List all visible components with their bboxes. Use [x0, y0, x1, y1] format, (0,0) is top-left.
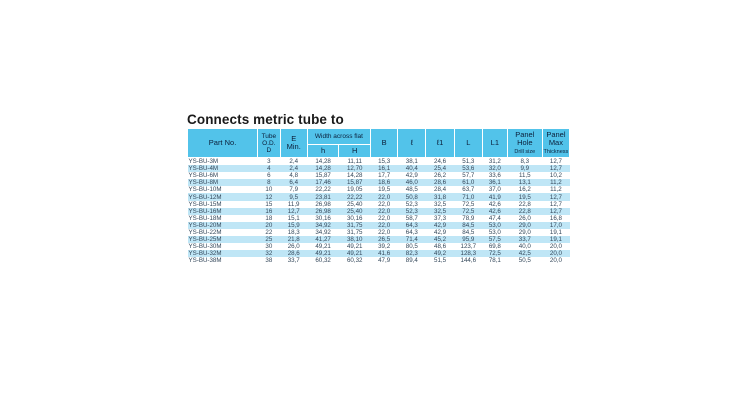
cell-l-upper: 61,0	[454, 179, 482, 186]
cell-b: 26,5	[371, 236, 398, 243]
cell-tube-od: 30	[258, 243, 281, 250]
table-row	[188, 229, 570, 236]
cell-b: 22,0	[371, 215, 398, 222]
cell-h-large: 14,28	[339, 172, 371, 179]
cell-l-upper: 72,5	[454, 201, 482, 208]
cell-part-no: YS-BU-38M	[188, 257, 258, 264]
cell-h-large: 38,10	[339, 236, 371, 243]
cell-panel-hole: 9,9	[507, 165, 542, 172]
cell-e-min: 9,5	[280, 193, 307, 200]
cell-panel-hole: 29,0	[507, 229, 542, 236]
cell-part-no: YS-BU-4M	[188, 165, 258, 172]
cell-l-upper: 71,0	[454, 193, 482, 200]
cell-tube-od: 38	[258, 257, 281, 264]
cell-tube-od: 3	[258, 158, 281, 166]
cell-tube-od: 32	[258, 250, 281, 257]
cell-l1-upper: 33,6	[482, 172, 507, 179]
cell-l1-upper: 32,0	[482, 165, 507, 172]
cell-e-min: 2,4	[280, 158, 307, 166]
table-row	[188, 250, 570, 257]
cell-l1-script: 26,2	[426, 172, 454, 179]
cell-e-min: 33,7	[280, 257, 307, 264]
cell-h-large: 12,70	[339, 165, 371, 172]
cell-l1-script: 49,2	[426, 250, 454, 257]
cell-l-script: 38,1	[398, 158, 426, 166]
cell-l1-upper: 57,5	[482, 236, 507, 243]
cell-l1-upper: 47,4	[482, 215, 507, 222]
table-row	[188, 215, 570, 222]
cell-b: 18,6	[371, 179, 398, 186]
cell-l-script: 46,0	[398, 179, 426, 186]
header-b: B	[371, 129, 398, 158]
cell-l-upper: 72,5	[454, 208, 482, 215]
cell-tube-od: 10	[258, 186, 281, 193]
header-h-large: H	[339, 145, 371, 158]
cell-e-min: 15,9	[280, 222, 307, 229]
cell-part-no: YS-BU-20M	[188, 222, 258, 229]
cell-l-upper: 51,3	[454, 158, 482, 166]
header-panel-max: Panel Max Thickness	[542, 129, 569, 158]
cell-panel-max: 12,7	[542, 208, 569, 215]
cell-part-no: YS-BU-30M	[188, 243, 258, 250]
header-l-script: ℓ	[398, 129, 426, 158]
cell-h-small: 49,21	[307, 250, 339, 257]
cell-e-min: 28,6	[280, 250, 307, 257]
cell-h-small: 26,98	[307, 201, 339, 208]
cell-panel-max: 19,1	[542, 229, 569, 236]
cell-l-upper: 128,3	[454, 250, 482, 257]
cell-panel-hole: 42,5	[507, 250, 542, 257]
cell-l1-script: 42,9	[426, 222, 454, 229]
cell-panel-max: 20,0	[542, 243, 569, 250]
cell-h-large: 25,40	[339, 201, 371, 208]
cell-l1-script: 31,8	[426, 193, 454, 200]
cell-l1-upper: 72,5	[482, 250, 507, 257]
cell-b: 22,0	[371, 208, 398, 215]
cell-tube-od: 6	[258, 172, 281, 179]
cell-l-script: 89,4	[398, 257, 426, 264]
cell-part-no: YS-BU-22M	[188, 229, 258, 236]
cell-tube-od: 20	[258, 222, 281, 229]
cell-l1-script: 32,5	[426, 201, 454, 208]
cell-l-upper: 144,6	[454, 257, 482, 264]
cell-l-upper: 95,9	[454, 236, 482, 243]
cell-l-script: 52,3	[398, 201, 426, 208]
cell-part-no: YS-BU-3M	[188, 158, 258, 166]
cell-part-no: YS-BU-10M	[188, 186, 258, 193]
cell-l1-upper: 37,0	[482, 186, 507, 193]
cell-e-min: 12,7	[280, 208, 307, 215]
cell-tube-od: 8	[258, 179, 281, 186]
cell-l1-upper: 53,0	[482, 229, 507, 236]
table-row	[188, 165, 570, 172]
cell-b: 41,6	[371, 250, 398, 257]
cell-l-upper: 84,5	[454, 222, 482, 229]
cell-h-small: 14,28	[307, 158, 339, 166]
cell-l-script: 82,3	[398, 250, 426, 257]
cell-e-min: 15,1	[280, 215, 307, 222]
cell-l-upper: 84,5	[454, 229, 482, 236]
cell-l1-upper: 41,9	[482, 193, 507, 200]
cell-l-script: 80,5	[398, 243, 426, 250]
cell-l-upper: 53,6	[454, 165, 482, 172]
cell-panel-max: 19,1	[542, 236, 569, 243]
cell-b: 22,0	[371, 222, 398, 229]
cell-h-small: 17,46	[307, 179, 339, 186]
table-row	[188, 243, 570, 250]
cell-l-script: 58,7	[398, 215, 426, 222]
cell-l-script: 71,4	[398, 236, 426, 243]
cell-tube-od: 15	[258, 201, 281, 208]
table-row	[188, 158, 570, 166]
cell-l-upper: 78,9	[454, 215, 482, 222]
cell-tube-od: 12	[258, 193, 281, 200]
cell-l1-upper: 53,0	[482, 222, 507, 229]
cell-e-min: 11,9	[280, 201, 307, 208]
cell-l1-upper: 31,2	[482, 158, 507, 166]
cell-h-small: 22,22	[307, 186, 339, 193]
cell-panel-hole: 33,7	[507, 236, 542, 243]
cell-h-small: 41,27	[307, 236, 339, 243]
cell-e-min: 26,0	[280, 243, 307, 250]
cell-b: 15,3	[371, 158, 398, 166]
cell-l-script: 50,8	[398, 193, 426, 200]
cell-panel-max: 17,0	[542, 222, 569, 229]
cell-panel-hole: 19,5	[507, 193, 542, 200]
cell-h-large: 22,22	[339, 193, 371, 200]
cell-b: 16,1	[371, 165, 398, 172]
cell-h-large: 60,32	[339, 257, 371, 264]
header-l1-upper: L1	[482, 129, 507, 158]
cell-e-min: 18,3	[280, 229, 307, 236]
cell-l1-script: 51,5	[426, 257, 454, 264]
cell-b: 39,2	[371, 243, 398, 250]
cell-panel-max: 12,7	[542, 165, 569, 172]
cell-panel-max: 12,7	[542, 193, 569, 200]
cell-b: 22,0	[371, 201, 398, 208]
table-row	[188, 236, 570, 243]
header-e-min: E Min.	[280, 129, 307, 158]
cell-l1-upper: 42,6	[482, 201, 507, 208]
cell-h-small: 49,21	[307, 243, 339, 250]
cell-h-large: 11,11	[339, 158, 371, 166]
cell-l1-upper: 78,1	[482, 257, 507, 264]
cell-e-min: 4,8	[280, 172, 307, 179]
cell-panel-hole: 16,2	[507, 186, 542, 193]
cell-panel-hole: 8,3	[507, 158, 542, 166]
cell-e-min: 7,9	[280, 186, 307, 193]
cell-e-min: 21,8	[280, 236, 307, 243]
cell-h-large: 25,40	[339, 208, 371, 215]
cell-panel-hole: 29,0	[507, 222, 542, 229]
cell-l1-script: 48,6	[426, 243, 454, 250]
section-title: Connects metric tube to	[187, 112, 344, 127]
cell-h-large: 31,75	[339, 229, 371, 236]
cell-panel-max: 20,0	[542, 257, 569, 264]
cell-h-large: 49,21	[339, 243, 371, 250]
header-l1-script: ℓ1	[426, 129, 454, 158]
cell-l-script: 40,4	[398, 165, 426, 172]
cell-b: 17,7	[371, 172, 398, 179]
cell-h-small: 30,16	[307, 215, 339, 222]
cell-h-large: 19,05	[339, 186, 371, 193]
header-h-small: h	[307, 145, 339, 158]
cell-part-no: YS-BU-12M	[188, 193, 258, 200]
cell-panel-hole: 40,0	[507, 243, 542, 250]
cell-panel-max: 11,2	[542, 179, 569, 186]
cell-l1-script: 28,6	[426, 179, 454, 186]
cell-l1-upper: 36,1	[482, 179, 507, 186]
cell-tube-od: 22	[258, 229, 281, 236]
cell-l-upper: 123,7	[454, 243, 482, 250]
cell-panel-hole: 22,8	[507, 208, 542, 215]
cell-l-script: 42,9	[398, 172, 426, 179]
cell-h-small: 15,87	[307, 172, 339, 179]
cell-tube-od: 16	[258, 208, 281, 215]
table-row	[188, 172, 570, 179]
cell-l1-script: 24,6	[426, 158, 454, 166]
cell-panel-max: 11,2	[542, 186, 569, 193]
cell-panel-max: 12,7	[542, 158, 569, 166]
header-tube-od: Tube O.D. D	[258, 129, 281, 158]
cell-panel-max: 20,0	[542, 250, 569, 257]
cell-h-small: 14,28	[307, 165, 339, 172]
header-l-upper: L	[454, 129, 482, 158]
cell-e-min: 2,4	[280, 165, 307, 172]
cell-l1-script: 42,9	[426, 229, 454, 236]
table-row	[188, 186, 570, 193]
cell-b: 19,5	[371, 186, 398, 193]
cell-l1-upper: 69,8	[482, 243, 507, 250]
cell-panel-hole: 13,1	[507, 179, 542, 186]
cell-h-large: 49,21	[339, 250, 371, 257]
cell-tube-od: 18	[258, 215, 281, 222]
cell-l-script: 64,3	[398, 229, 426, 236]
cell-b: 47,9	[371, 257, 398, 264]
table-row	[188, 222, 570, 229]
cell-l1-script: 25,4	[426, 165, 454, 172]
cell-h-small: 60,32	[307, 257, 339, 264]
cell-h-small: 26,98	[307, 208, 339, 215]
header-part-no: Part No.	[188, 129, 258, 158]
cell-h-small: 23,81	[307, 193, 339, 200]
cell-h-large: 31,75	[339, 222, 371, 229]
cell-part-no: YS-BU-18M	[188, 215, 258, 222]
cell-l-script: 64,3	[398, 222, 426, 229]
cell-l1-upper: 42,6	[482, 208, 507, 215]
cell-panel-hole: 50,5	[507, 257, 542, 264]
cell-l1-script: 28,4	[426, 186, 454, 193]
cell-part-no: YS-BU-15M	[188, 201, 258, 208]
header-width-across-flat: Width across flat	[307, 129, 370, 145]
cell-tube-od: 4	[258, 165, 281, 172]
cell-e-min: 6,4	[280, 179, 307, 186]
cell-h-large: 30,16	[339, 215, 371, 222]
cell-panel-hole: 22,8	[507, 201, 542, 208]
cell-part-no: YS-BU-8M	[188, 179, 258, 186]
cell-l1-script: 45,2	[426, 236, 454, 243]
table-row	[188, 179, 570, 186]
cell-b: 22,0	[371, 193, 398, 200]
cell-l-script: 52,3	[398, 208, 426, 215]
header-panel-hole: Panel Hole Drill size	[507, 129, 542, 158]
cell-l1-script: 32,5	[426, 208, 454, 215]
table-row	[188, 257, 570, 264]
cell-part-no: YS-BU-25M	[188, 236, 258, 243]
cell-l-script: 48,5	[398, 186, 426, 193]
table-row	[188, 201, 570, 208]
cell-h-small: 34,92	[307, 222, 339, 229]
cell-panel-max: 12,7	[542, 201, 569, 208]
cell-panel-hole: 26,0	[507, 215, 542, 222]
cell-part-no: YS-BU-32M	[188, 250, 258, 257]
cell-part-no: YS-BU-6M	[188, 172, 258, 179]
spec-table	[187, 128, 570, 264]
cell-panel-max: 16,8	[542, 215, 569, 222]
cell-panel-hole: 11,5	[507, 172, 542, 179]
cell-h-small: 34,92	[307, 229, 339, 236]
cell-l1-script: 37,3	[426, 215, 454, 222]
cell-l-upper: 57,7	[454, 172, 482, 179]
cell-tube-od: 25	[258, 236, 281, 243]
cell-h-large: 15,87	[339, 179, 371, 186]
table-row	[188, 208, 570, 215]
cell-b: 22,0	[371, 229, 398, 236]
cell-l-upper: 63,7	[454, 186, 482, 193]
cell-part-no: YS-BU-16M	[188, 208, 258, 215]
table-row	[188, 193, 570, 200]
cell-panel-max: 10,2	[542, 172, 569, 179]
